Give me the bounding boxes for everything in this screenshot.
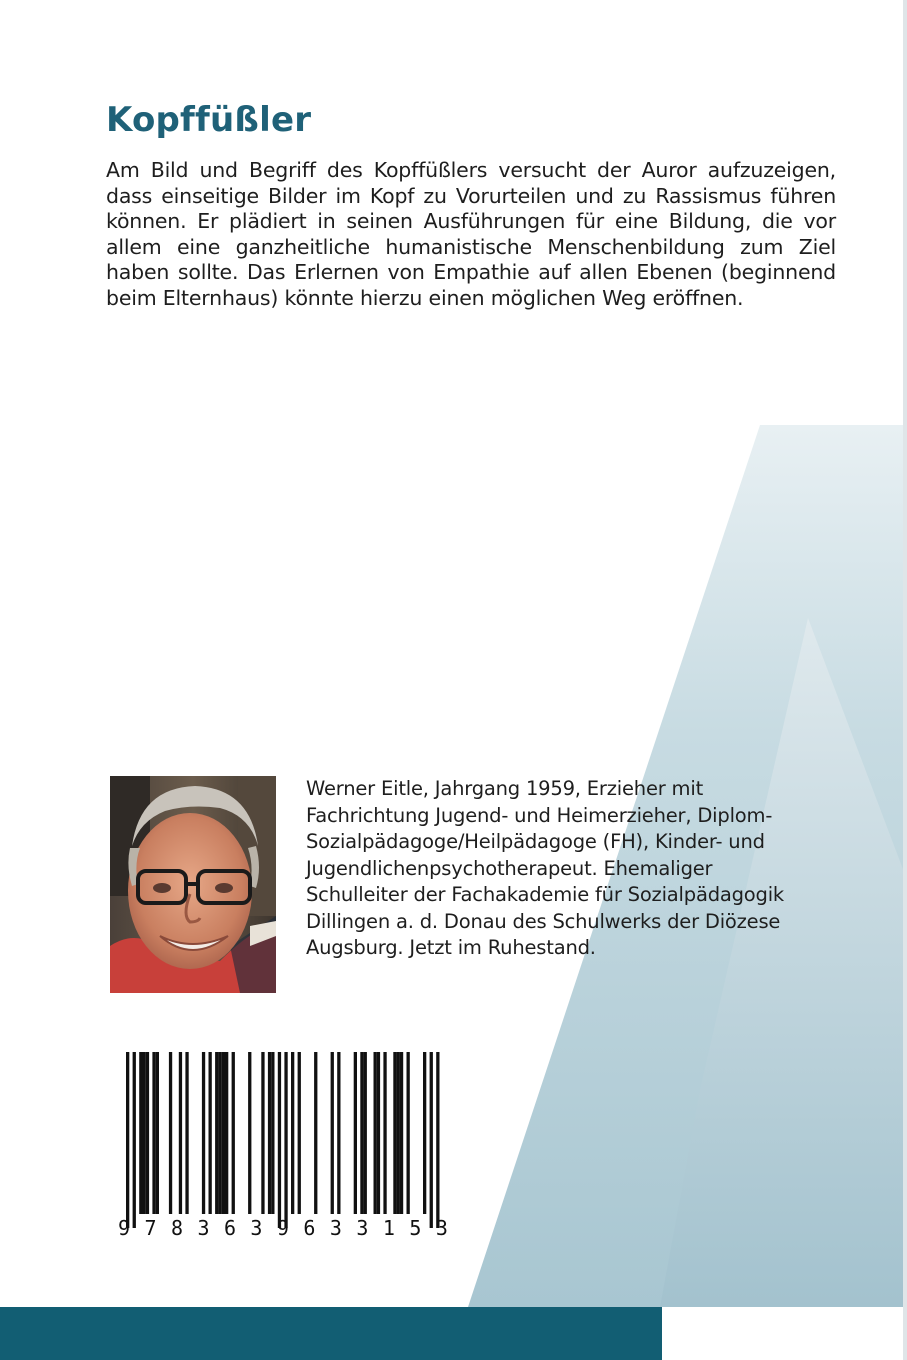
barcode-bar (232, 1052, 235, 1214)
barcode-bar (423, 1052, 426, 1214)
barcode-bar (284, 1052, 287, 1228)
barcode-bar (218, 1052, 221, 1214)
barcode-bar (146, 1052, 149, 1214)
barcode-bar (291, 1052, 294, 1214)
barcode-bar (126, 1052, 129, 1228)
barcode-bar (393, 1052, 396, 1214)
barcode-digit: 1 (382, 1216, 395, 1240)
barcode-bar (271, 1052, 274, 1214)
book-description: Am Bild und Begriff des Kopffüßlers versucht der Auror aufzuzeigen, dass einseitige Bilder im Kopf zu Vorurteilen und zu Rassismus führen können. Er plädiert in seinen Ausführungen für eine Bildung, die vor allem eine ganzheitliche humanistische Menschenbildung zum Ziel haben sollte. Das Erlernen von Empathie auf allen Ebenen (beginnend beim Elternhaus) könnte hierzu einen möglichen Weg eröffnen. (106, 158, 836, 310)
book-title: Kopffüßler (106, 100, 312, 140)
barcode-bar (143, 1052, 146, 1214)
barcode-bar (314, 1052, 317, 1214)
barcode-digit: 7 (144, 1216, 157, 1240)
barcode-digit: 3 (250, 1216, 263, 1240)
barcode-bar (185, 1052, 188, 1214)
barcode-bar (261, 1052, 264, 1214)
barcode-digit: 9 (118, 1216, 131, 1240)
barcode-bar (397, 1052, 400, 1214)
barcode-bar (222, 1052, 225, 1214)
barcode-bar (354, 1052, 357, 1214)
barcode-bar (169, 1052, 172, 1214)
bottom-accent-bar (0, 1307, 662, 1360)
barcode-number (118, 1216, 448, 1240)
barcode-bar (360, 1052, 363, 1214)
barcode-bar (430, 1052, 433, 1228)
barcode-digit: 6 (303, 1216, 316, 1240)
barcode-bar (436, 1052, 439, 1228)
barcode-digit: 9 (276, 1216, 289, 1240)
barcode-digit: 3 (435, 1216, 448, 1240)
barcode-bar (209, 1052, 212, 1214)
barcode-bar (377, 1052, 380, 1214)
barcode-bar (156, 1052, 159, 1214)
barcode-bar (202, 1052, 205, 1214)
barcode-bar (278, 1052, 281, 1228)
author-photo (110, 776, 276, 993)
barcode-bar (337, 1052, 340, 1214)
barcode-bar (331, 1052, 334, 1214)
barcode-bar (400, 1052, 403, 1214)
barcode-bar (364, 1052, 367, 1214)
barcode-bar (139, 1052, 142, 1214)
barcode-bar (383, 1052, 386, 1214)
barcode-bar (225, 1052, 228, 1214)
barcode-bar (298, 1052, 301, 1214)
barcode-digit: 5 (409, 1216, 422, 1240)
barcode-digit: 8 (170, 1216, 184, 1240)
barcode-bar (179, 1052, 182, 1214)
barcode-bar (268, 1052, 271, 1214)
isbn-barcode (108, 1050, 453, 1250)
barcode-digit: 6 (223, 1216, 236, 1240)
barcode-bars (108, 1050, 453, 1230)
barcode-bar (374, 1052, 377, 1214)
barcode-bar (407, 1052, 410, 1214)
page-edge (903, 0, 907, 1360)
barcode-digit: 3 (356, 1216, 369, 1240)
barcode-digit: 3 (197, 1216, 210, 1240)
barcode-bar (152, 1052, 155, 1214)
barcode-bar (215, 1052, 218, 1214)
barcode-bar (248, 1052, 251, 1214)
barcode-digit: 3 (329, 1216, 342, 1240)
barcode-bar (133, 1052, 136, 1228)
author-bio: Werner Eitle, Jahrgang 1959, Erzieher mit Fachrichtung Jugend- und Heimerzieher, Diplom-Sozialpädagoge/Heilpädagoge (FH), Kinder- und Jugendlichenpsychotherapeut. Ehemaliger Schulleiter der Fachakademie für Sozialpädagogik Dillingen a. d. Donau des Schulwerks der Diözese Augsburg. Jetzt im Ruhestand. (306, 777, 785, 959)
